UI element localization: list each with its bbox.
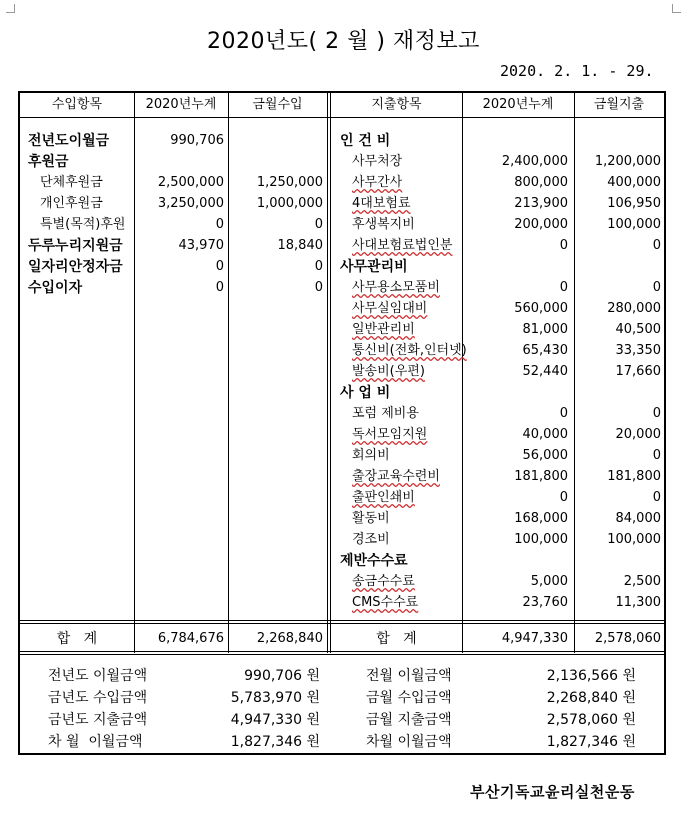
expense-item-label: 포럼 제비용 [352,406,419,421]
expense-item-month: 100,000 [607,532,661,547]
income-item-month: 0 [314,259,323,274]
expense-item-month: 20,000 [615,427,661,442]
income-item-label: 두루누리지원금 [28,238,123,254]
expense-item-cumulative: 100,000 [514,532,568,547]
expense-item-cumulative: 0 [559,490,568,505]
income-item-month: 1,250,000 [256,175,323,190]
income-item-month: 1,000,000 [256,196,323,211]
summary-right-value: 2,268,840 원 [546,690,636,706]
income-item-cumulative: 0 [215,217,224,232]
expense-item-cumulative: 81,000 [522,322,568,337]
expense-item-month: 100,000 [607,217,661,232]
report-period: 2020. 2. 1. - 29. [500,62,654,80]
expense-item-month: 11,300 [615,595,661,610]
total-divider [20,620,664,624]
expense-item-month: 40,500 [615,322,661,337]
organization-name: 부산기독교윤리실천운동 [470,783,635,801]
expense-item-label: 독서모임지원 [352,427,428,442]
expense-item-month: 181,800 [607,469,661,484]
expense-item-label: 일반관리비 [352,322,415,337]
col-divider-center [327,93,331,653]
expense-item-label: 인 건 비 [340,133,391,149]
expense-item-label: CMS수수료 [352,595,419,610]
income-item-month: 18,840 [277,238,323,253]
expense-item-cumulative: 5,000 [530,574,568,589]
expense-item-month: 1,200,000 [594,154,661,169]
expense-item-cumulative: 560,000 [514,301,568,316]
expense-item-month: 106,950 [607,196,661,211]
income-item-cumulative: 3,250,000 [157,196,224,211]
summary-left-label: 전년도 이월금액 [48,668,148,684]
expense-item-month: 17,660 [615,364,661,379]
expense-item-cumulative: 181,800 [514,469,568,484]
header-divider [20,117,664,118]
expense-item-month: 0 [652,448,661,463]
summary-divider [20,651,664,655]
income-item-cumulative: 0 [215,259,224,274]
expense-item-label: 사무관리비 [340,259,408,275]
expense-item-label: 사무간사 [352,175,403,190]
income-total-cumulative: 6,784,676 [157,631,224,646]
summary-right-label: 차월 이월금액 [366,734,452,750]
summary-right-value: 1,827,346 원 [546,734,636,750]
col-divider [134,93,135,623]
summary-right-value: 2,136,566 원 [546,668,636,684]
expense-item-cumulative: 52,440 [522,364,568,379]
expense-item-cumulative: 23,760 [522,595,568,610]
finance-table [18,91,666,755]
expense-item-cumulative: 168,000 [514,511,568,526]
expense-item-label: 회의비 [352,448,390,463]
summary-right-value: 2,578,060 원 [546,712,636,728]
expense-item-month: 2,500 [623,574,661,589]
expense-item-label: 송금수수료 [352,574,415,589]
corner-mark-right [672,4,681,13]
expense-item-cumulative: 56,000 [522,448,568,463]
summary-left-label: 금년도 수입금액 [48,690,148,706]
summary-left-label: 차 월 이월금액 [48,734,143,750]
expense-item-label: 사대보험료법인분 [352,238,453,253]
expense-item-cumulative: 2,400,000 [501,154,568,169]
report-title: 2020년도( 2 월 ) 재정보고 [207,29,480,54]
summary-right-label: 금월 지출금액 [366,712,452,728]
expense-item-month: 400,000 [607,175,661,190]
summary-left-value: 5,783,970 원 [230,690,320,706]
income-item-label: 일자리안정자금 [28,259,123,275]
income-item-cumulative: 990,706 [170,133,224,148]
expense-item-label: 경조비 [352,532,390,547]
expense-item-month: 0 [652,238,661,253]
summary-left-value: 4,947,330 원 [230,712,320,728]
income-item-month: 0 [314,217,323,232]
expense-item-label: 제반수수료 [340,553,408,569]
income-item-label: 특별(목적)후원 [40,217,126,232]
expense-item-month: 84,000 [615,511,661,526]
expense-item-label: 사무용소모품비 [352,280,440,295]
expense-total-month: 2,578,060 [594,631,661,646]
expense-item-label: 출판인쇄비 [352,490,415,505]
summary-left-value: 1,827,346 원 [230,734,320,750]
expense-item-label: 발송비(우편) [352,364,425,379]
expense-item-cumulative: 65,430 [522,343,568,358]
expense-item-label: 사무실임대비 [352,301,428,316]
expense-item-label: 활동비 [352,511,390,526]
header-expense-month: 금월지출 [593,97,645,112]
expense-total-label: 합 계 [376,631,417,647]
income-total-month: 2,268,840 [256,631,323,646]
income-item-cumulative: 43,970 [178,238,224,253]
income-item-label: 전년도이월금 [28,133,110,149]
income-item-label: 수입이자 [28,280,83,296]
income-item-cumulative: 0 [215,280,224,295]
income-item-month: 0 [314,280,323,295]
summary-right-label: 금월 수입금액 [366,690,452,706]
income-item-label: 후원금 [28,154,69,170]
expense-item-cumulative: 200,000 [514,217,568,232]
expense-item-label: 사무처장 [352,154,403,169]
expense-item-cumulative: 40,000 [522,427,568,442]
expense-item-month: 0 [652,280,661,295]
expense-item-cumulative: 0 [559,280,568,295]
summary-left-value: 990,706 원 [244,668,320,684]
summary-right-label: 전월 이월금액 [366,668,452,684]
summary-left-label: 금년도 지출금액 [48,712,148,728]
income-item-label: 단체후원금 [40,175,103,190]
expense-item-cumulative: 213,900 [514,196,568,211]
expense-item-month: 33,350 [615,343,661,358]
income-item-cumulative: 2,500,000 [157,175,224,190]
expense-item-label: 4대보험료 [352,196,411,211]
header-income-cumulative: 2020년누계 [145,97,217,112]
expense-item-cumulative: 800,000 [514,175,568,190]
income-item-label: 개인후원금 [40,196,103,211]
income-total-label: 합 계 [56,631,98,647]
expense-item-month: 0 [652,406,661,421]
expense-total-cumulative: 4,947,330 [501,631,568,646]
corner-mark-left [6,4,15,13]
header-income-item: 수입항목 [51,97,103,112]
expense-item-month: 0 [652,490,661,505]
expense-item-cumulative: 0 [559,406,568,421]
expense-item-label: 사 업 비 [340,385,391,401]
expense-item-month: 280,000 [607,301,661,316]
expense-item-cumulative: 0 [559,238,568,253]
header-expense-cumulative: 2020년누계 [482,97,554,112]
expense-item-label: 후생복지비 [352,217,415,232]
header-income-month: 금월수입 [252,97,303,112]
expense-item-label: 출장교육수련비 [352,469,440,484]
expense-item-label: 통신비(전화,인터넷) [352,343,467,358]
header-expense-item: 지출항목 [371,97,422,112]
